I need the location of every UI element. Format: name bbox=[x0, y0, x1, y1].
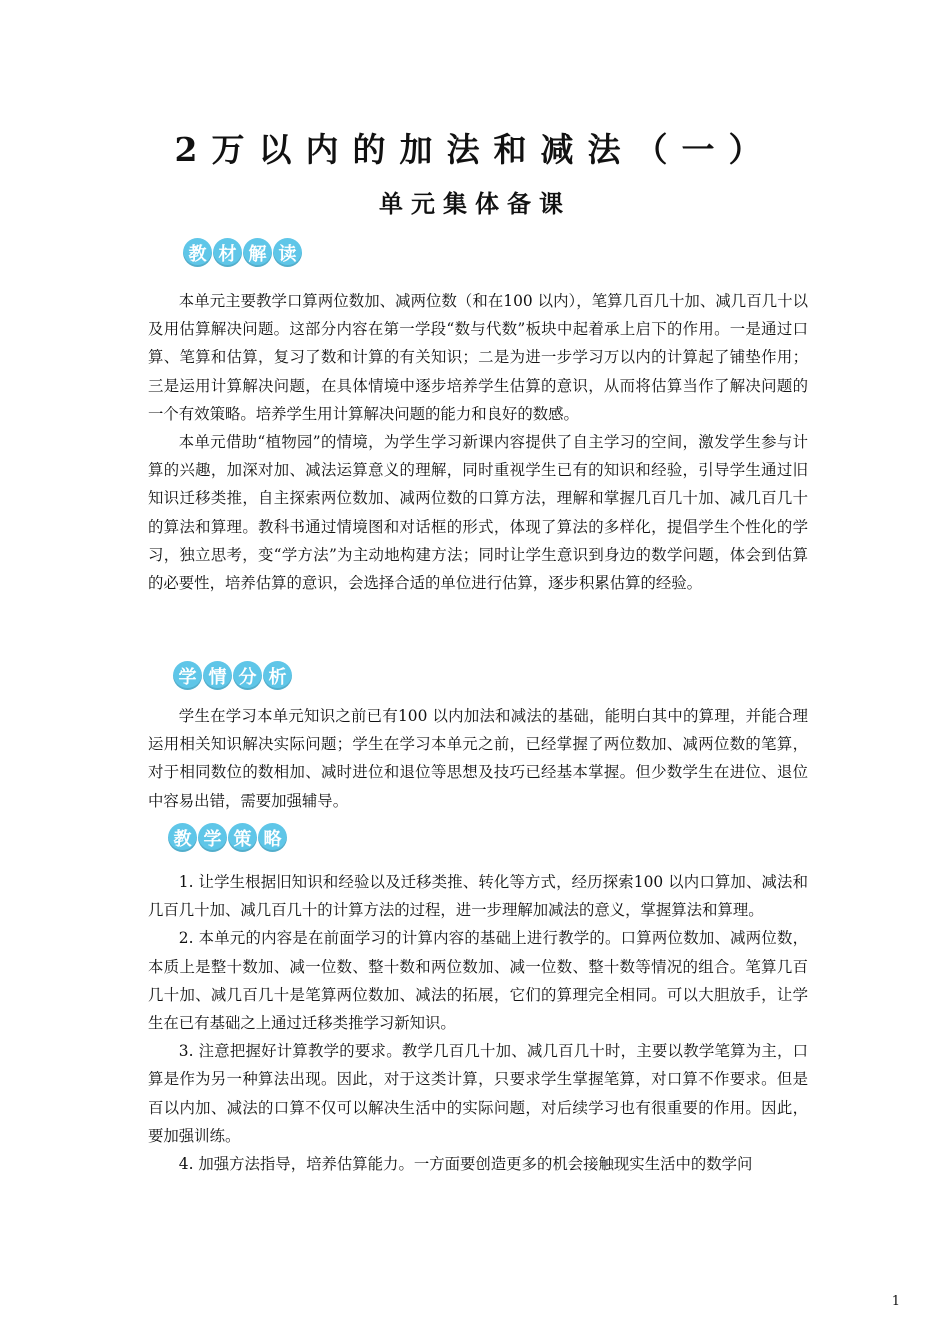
paragraph: 本单元借助“植物园”的情境，为学生学习新课内容提供了自主学习的空间，激发学生参与计算的兴趣，加深对加、减法运算意义的理解，同时重视学生已有的知识和经验，引导学生通过旧知识迁移类推，自主探索两位数加、减两位数的口算方法，理解和掌握几百几十加、减几百几十的算法和算理。教科书通过情境图和对话框的形式，体现了算法的多样化，提倡学生个性化的学习，独立思考，变“学方法”为主动地构建方法；同时让学生意识到身边的数学问题，体会到估算的必要性，培养估算的意识，会选择合适的单位进行估算，逐步积累估算的经验。 bbox=[148, 433, 808, 593]
badge-char: 解 bbox=[243, 238, 272, 267]
badge-char: 学 bbox=[173, 661, 202, 690]
paragraph: 2. 本单元的内容是在前面学习的计算内容的基础上进行教学的。口算两位数加、减两位数，本质上是整十数加、减一位数、整十数和两位数加、减一位数、整十数等情况的组合。笔算几百几十加、减几百几十是笔算两位数加、减法的拓展，它们的算理完全相同。可以大胆放手，让学生在已有基础之上通过迁移类推学习新知识。 bbox=[148, 929, 808, 1033]
paragraph: 本单元主要教学口算两位数加、减两位数（和在100 以内），笔算几百几十加、减几百几十以及用估算解决问题。这部分内容在第一学段“数与代数”板块中起着承上启下的作用。一是通过口算、笔算和估算，复习了数和计算的有关知识；二是为进一步学习万以内的计算起了铺垫作用；三是运用计算解决问题，在具体情境中逐步培养学生估算的意识，从而将估算当作了解决问题的一个有效策略。培养学生用计算解决问题的能力和良好的数感。 bbox=[148, 292, 808, 423]
section-textbook-body bbox=[148, 287, 808, 597]
section-analysis-body bbox=[148, 702, 808, 815]
page-title: 2万以内的加法和减法（一） bbox=[174, 130, 776, 169]
badge-char: 教 bbox=[168, 823, 197, 852]
paragraph: 4. 加强方法指导，培养估算能力。一方面要创造更多的机会接触现实生活中的数学问 bbox=[178, 1155, 753, 1174]
section-badge-analysis bbox=[173, 661, 293, 691]
page-subtitle: 单元集体备课 bbox=[379, 190, 571, 218]
badge-char: 读 bbox=[273, 238, 302, 267]
page-number: 1 bbox=[891, 1294, 900, 1309]
badge-char: 析 bbox=[263, 661, 292, 690]
paragraph: 学生在学习本单元知识之前已有100 以内加法和减法的基础，能明白其中的算理，并能合理运用相关知识解决实际问题；学生在学习本单元之前，已经掌握了两位数加、减两位数的笔算，对于相同数位的数相加、减时进位和退位等思想及技巧已经基本掌握。但少数学生在进位、退位中容易出错，需要加强辅导。 bbox=[148, 707, 808, 810]
badge-char: 学 bbox=[198, 823, 227, 852]
badge-char: 略 bbox=[258, 823, 287, 852]
section-badge-strategy bbox=[168, 823, 288, 853]
badge-char: 策 bbox=[228, 823, 257, 852]
paragraph: 1. 让学生根据旧知识和经验以及迁移类推、转化等方式，经历探索100 以内口算加、减法和几百几十加、减几百几十的计算方法的过程，进一步理解加减法的意义，掌握算法和算理。 bbox=[148, 873, 808, 920]
paragraph: 3. 注意把握好计算教学的要求。教学几百几十加、减几百几十时，主要以教学笔算为主，口算是作为另一种算法出现。因此，对于这类计算，只要求学生掌握笔算，对口算不作要求。但是百以内加、减法的口算不仅可以解决生活中的实际问题，对后续学习也有很重要的作用。因此，要加强训练。 bbox=[148, 1042, 808, 1145]
badge-char: 教 bbox=[183, 238, 212, 267]
badge-char: 材 bbox=[213, 238, 242, 267]
badge-char: 分 bbox=[233, 661, 262, 690]
section-strategy-body bbox=[148, 868, 808, 1178]
section-badge-textbook bbox=[183, 238, 303, 268]
badge-char: 情 bbox=[203, 661, 232, 690]
